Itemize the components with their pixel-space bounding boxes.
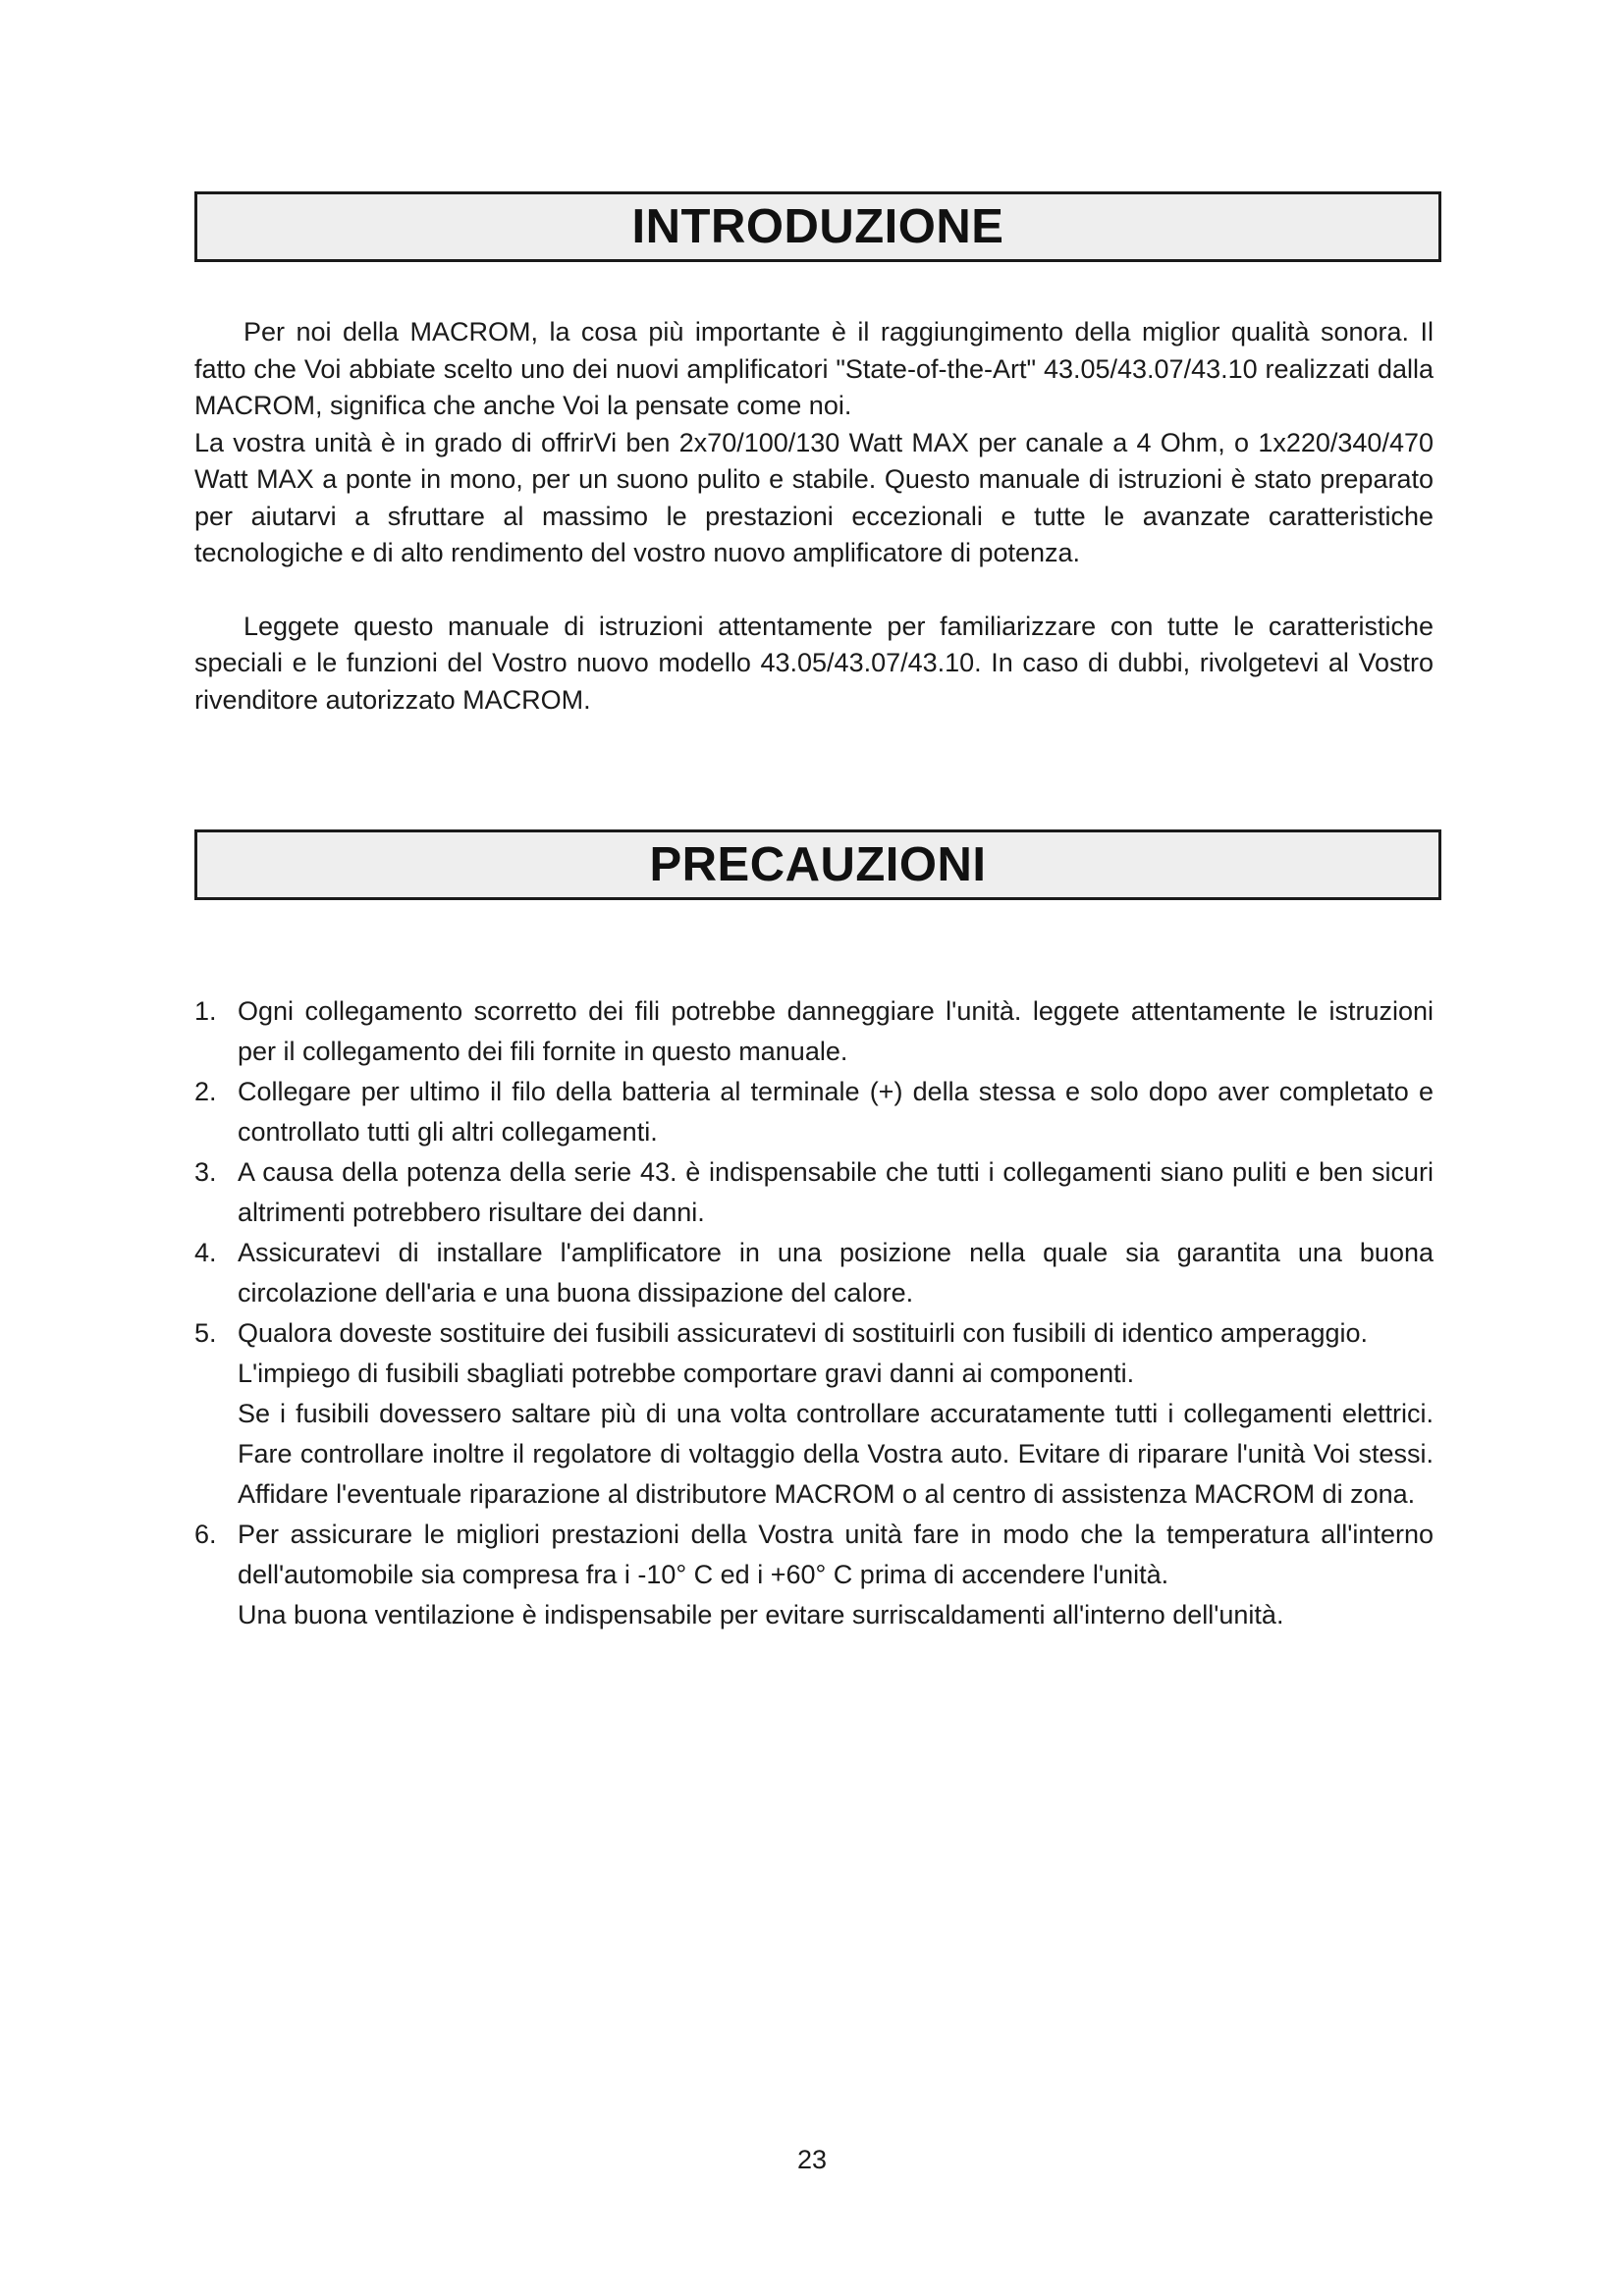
precaution-number: 2. [194,1077,217,1106]
precaution-item-6 [194,1515,1434,1635]
introduction-paragraph-2: La vostra unità è in grado di offrirVi ben 2x70/100/130 Watt MAX per canale a 4 Ohm, o 1x220/340/470 Watt MAX a ponte in mono, per un suono pulito e stabile. Questo manuale di istruzioni è stato preparato per aiutarvi a sfruttare al massimo le prestazioni eccezionali e tutte le avanzate caratteristiche tecnologiche e di alto rendimento del vostro nuovo amplificatore di potenza. [194,427,1434,567]
precaution-text: Qualora doveste sostituire dei fusibili assicuratevi di sostituirli con fusibili di identico amperaggio. [238,1318,1369,1348]
precautions-list [194,991,1434,1635]
precaution-text: Per assicurare le migliori prestazioni della Vostra unità fare in modo che la temperatura all'interno dell'automobile sia compresa fra i -10° C ed i +60° C prima di accendere l'unità. [238,1520,1434,1589]
precaution-number: 1. [194,996,217,1026]
precaution-item-1 [194,991,1434,1072]
precaution-item-4 [194,1233,1434,1313]
introduction-body [194,314,1434,719]
precaution-text: Assicuratevi di installare l'amplificatore in una posizione nella quale sia garantita una buona circolazione dell'aria e una buona dissipazione del calore. [238,1238,1434,1308]
precaution-item-5 [194,1313,1434,1515]
precautions-title: PRECAUZIONI [649,838,987,891]
precaution-text-line-3: Se i fusibili dovessero saltare più di una volta controllare accuratamente tutti i collegamenti elettrici. Fare controllare inoltre il regolatore di voltaggio della Vostra auto. Evitare di riparare l'unità Voi stessi. Affidare l'eventuale riparazione al distributore MACROM o al centro di assistenza MACROM di zona. [238,1399,1434,1509]
precaution-number: 5. [194,1318,217,1348]
precaution-text-line-2: Una buona ventilazione è indispensabile per evitare surriscaldamenti all'interno dell'unità. [238,1600,1284,1629]
precaution-text-line-2: L'impiego di fusibili sbagliati potrebbe comportare gravi danni ai componenti. [238,1359,1135,1388]
precaution-number: 6. [194,1520,217,1549]
precaution-text: A causa della potenza della serie 43. è indispensabile che tutti i collegamenti siano puliti e ben sicuri altrimenti potrebbero risultare dei danni. [238,1157,1434,1227]
precaution-number: 3. [194,1157,217,1187]
precaution-text: Ogni collegamento scorretto dei fili potrebbe danneggiare l'unità. leggete attentamente le istruzioni per il collegamento dei fili fornite in questo manuale. [238,996,1434,1066]
precaution-item-2 [194,1072,1434,1152]
precaution-text: Collegare per ultimo il filo della batteria al terminale (+) della stessa e solo dopo aver completato e controllato tutti gli altri collegamenti. [238,1077,1434,1147]
introduction-heading-box [194,191,1441,262]
page-number: 23 [796,2145,828,2174]
precaution-item-3 [194,1152,1434,1233]
precautions-heading-box [194,829,1441,900]
introduction-paragraph-3: Leggete questo manuale di istruzioni attentamente per familiarizzare con tutte le caratteristiche speciali e le funzioni del Vostro nuovo modello 43.05/43.07/43.10. In caso di dubbi, rivolgetevi al Vostro rivenditore autorizzato MACROM. [194,611,1434,715]
introduction-paragraph-1: Per noi della MACROM, la cosa più importante è il raggiungimento della miglior qualità sonora. Il fatto che Voi abbiate scelto uno dei nuovi amplificatori "State-of-the-Art" 43.05/43.07/43.10 realizzati dalla MACROM, significa che anche Voi la pensate come noi. [194,317,1434,420]
precaution-number: 4. [194,1238,217,1267]
introduction-title: INTRODUZIONE [631,200,1004,253]
